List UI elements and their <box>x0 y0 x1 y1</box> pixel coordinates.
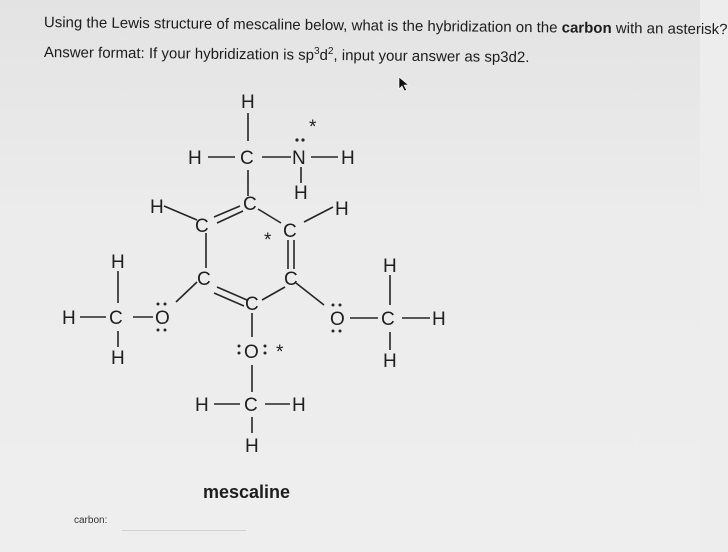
atom-c-bottom-methyl: C <box>244 395 258 416</box>
atom-h-bottom-methyl-right: H <box>292 395 306 416</box>
atom-h-right-methyl-bottom: H <box>383 351 397 372</box>
lone-pair-o-right-top2 <box>339 304 342 307</box>
atom-h-bottom-methyl-down: H <box>245 436 259 457</box>
atom-c-right-methyl: C <box>381 309 395 330</box>
answer-format-c: , input your answer as sp3d2. <box>333 47 530 67</box>
answer-input[interactable] <box>122 512 246 531</box>
atom-h-n-right: H <box>341 148 355 169</box>
answer-format-sup2: 2 <box>327 45 334 58</box>
atom-h-n-down: H <box>294 183 308 204</box>
molecule-caption: mescaline <box>203 482 291 502</box>
atom-c-ring-upper-right: C <box>283 221 297 242</box>
atom-h-ring-right: H <box>335 199 349 220</box>
lone-pair-o-left-top2 <box>164 303 167 306</box>
atom-h-right-methyl-right: H <box>432 309 446 330</box>
bonds <box>80 113 430 433</box>
bond-ring-bottom-right <box>262 287 285 300</box>
lone-pair-n-dot1 <box>295 138 298 141</box>
lone-pair-o-bottom-left1 <box>238 345 241 348</box>
atom-h-right-methyl-top: H <box>383 256 397 277</box>
answer-format-b: d <box>319 46 329 64</box>
bond-ring-o-left <box>176 282 197 302</box>
bond-ring-top-right <box>258 209 281 223</box>
lone-pair-o-bottom-right2 <box>264 352 267 355</box>
asterisk-oxygen: * <box>276 342 284 363</box>
atom-c-ring-lower-left: C <box>197 269 211 290</box>
atom-h-bottom-methyl-left: H <box>195 395 209 416</box>
atom-h-ring-left: H <box>150 197 164 218</box>
bond-ring-bottom-left-a <box>217 287 247 300</box>
atom-h-ch2-left: H <box>188 148 202 169</box>
lone-pair-o-right-bot2 <box>339 330 342 333</box>
answer-label: carbon: <box>74 515 108 526</box>
atom-o-bottom: O <box>244 342 259 363</box>
bond-ring-top-left-b <box>217 211 243 223</box>
mouse-pointer-icon <box>398 76 410 92</box>
atom-c-ring-lower-right: C <box>284 269 298 290</box>
lone-pair-o-right-bot1 <box>332 330 335 333</box>
bond-h-ring-left <box>164 206 197 220</box>
atom-c-left-methyl: C <box>109 308 123 329</box>
lone-pair-o-left-top1 <box>157 303 160 306</box>
atom-n-amine: N <box>292 148 306 169</box>
question-prefix: Using the Lewis structure of mescaline below, what is the hybridization on the <box>43 14 562 37</box>
atom-h-top: H <box>241 92 255 113</box>
lone-pairs <box>157 138 342 354</box>
question-bold-carbon: carbon <box>561 19 612 37</box>
answer-format-a: Answer format: If your hybridization is sp <box>43 44 315 64</box>
answer-format-sup1: 3 <box>313 45 320 57</box>
lone-pair-o-left-bot1 <box>157 329 160 332</box>
atom-c-ring-upper-left: C <box>195 216 209 237</box>
lone-pair-n-dot2 <box>301 138 304 141</box>
asterisk-ring-carbon: * <box>264 230 272 251</box>
lone-pair-o-bottom-left2 <box>238 352 241 355</box>
question-suffix: with an asterisk? <box>611 19 728 39</box>
bond-ring-o-right <box>296 283 324 305</box>
atom-o-left: O <box>155 308 170 329</box>
atom-h-left-methyl-left: H <box>62 308 76 329</box>
atom-c-ring-top: C <box>243 194 257 215</box>
atom-h-left-methyl-bottom: H <box>111 348 125 369</box>
atom-h-left-methyl-top: H <box>111 252 125 273</box>
atom-o-right: O <box>330 309 345 330</box>
bond-ring-bottom-left-b <box>214 293 244 306</box>
bond-ring-h-right <box>304 207 333 222</box>
atom-c-ring-bottom: C <box>245 294 259 315</box>
atoms <box>62 92 446 457</box>
asterisk-amine: * <box>309 117 317 138</box>
bond-ring-top-left-a <box>214 206 240 217</box>
atom-c-ch2: C <box>240 148 254 169</box>
lone-pair-o-left-bot2 <box>164 329 167 332</box>
lone-pair-o-bottom-right1 <box>264 345 267 348</box>
lone-pair-o-right-top1 <box>332 304 335 307</box>
